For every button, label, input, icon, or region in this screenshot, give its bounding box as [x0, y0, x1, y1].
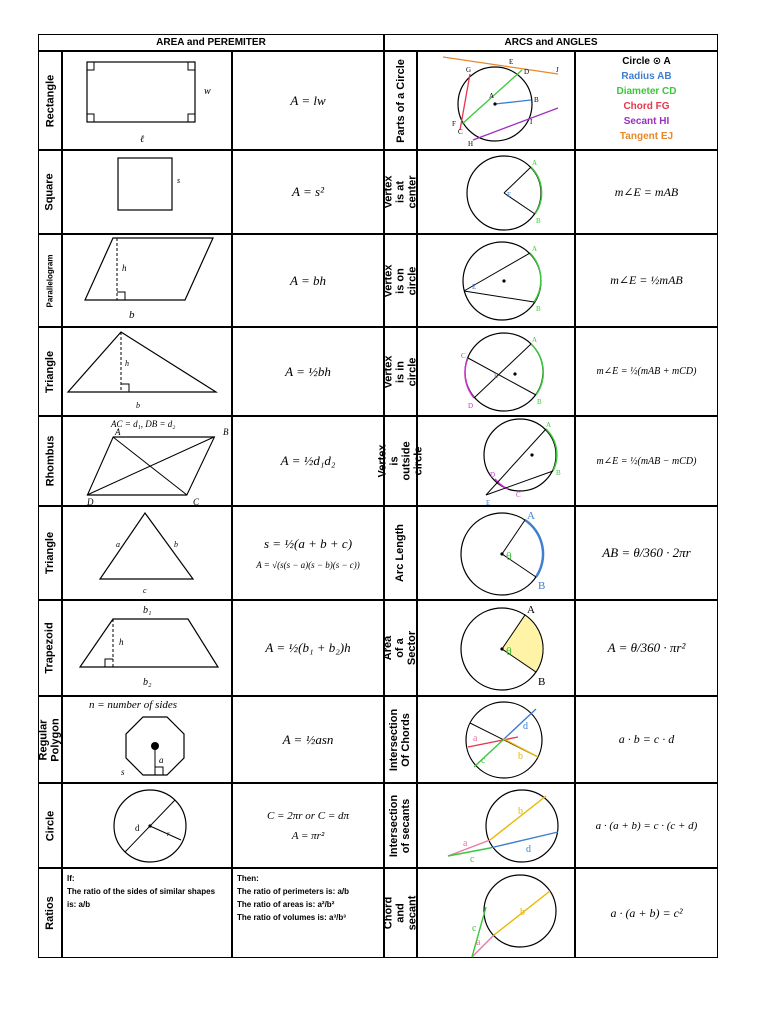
svg-text:D: D: [524, 68, 530, 76]
figure-trapezoid: [62, 600, 232, 696]
svg-text:c: c: [143, 586, 147, 595]
svg-text:d: d: [523, 721, 528, 732]
formula-rectangle: A = lw: [232, 51, 384, 150]
figure-secants: [417, 783, 575, 868]
svg-text:a: a: [116, 540, 120, 549]
figure-circle: [62, 783, 232, 868]
svg-text:c: c: [481, 755, 486, 766]
l-label: ℓ: [140, 134, 145, 145]
svg-text:B: B: [538, 580, 546, 592]
formula-arc-length: AB = θ/360 · 2πr: [575, 506, 718, 600]
label-rectangle: Rectangle: [38, 51, 62, 150]
figure-vertex-center: [417, 150, 575, 234]
formula-secants: a · (a + b) = c · (c + d): [575, 783, 718, 868]
formula-rhombus: A = ½d₁d₂: [232, 416, 384, 506]
w-label: w: [204, 86, 211, 97]
label-vertex-on: Vertex is on circle: [384, 234, 417, 327]
label-chords: Intersection Of Chords: [384, 696, 417, 783]
label-triangle-heron: Triangle: [38, 506, 62, 600]
svg-text:A: A: [546, 421, 552, 429]
label-parallelogram: Parallelogram: [38, 234, 62, 327]
svg-text:s: s: [121, 767, 125, 777]
figure-parallelogram: [62, 234, 232, 327]
svg-text:J: J: [556, 66, 559, 74]
svg-text:b: b: [129, 309, 135, 321]
svg-text:E: E: [507, 191, 512, 199]
svg-text:b: b: [136, 401, 140, 410]
svg-text:A: A: [532, 336, 538, 344]
formula-vertex-in: m∠E = ½(mAB + mCD): [575, 327, 718, 416]
svg-text:G: G: [466, 66, 472, 74]
svg-text:r: r: [167, 830, 170, 838]
svg-text:E: E: [509, 58, 514, 66]
svg-text:E: E: [486, 499, 491, 507]
svg-text:B: B: [223, 427, 229, 437]
svg-text:θ: θ: [506, 549, 512, 563]
svg-text:A: A: [527, 510, 535, 522]
formula-triangle: A = ½bh: [232, 327, 384, 416]
formula-vertex-on: m∠E = ½mAB: [575, 234, 718, 327]
svg-text:a: a: [159, 755, 164, 765]
label-rhombus: Rhombus: [38, 416, 62, 506]
svg-text:c: c: [472, 923, 477, 934]
svg-text:C: C: [458, 128, 463, 136]
svg-text:A: A: [532, 245, 538, 253]
figure-triangle: [62, 327, 232, 416]
svg-text:d: d: [526, 844, 531, 855]
svg-text:D: D: [87, 497, 94, 507]
svg-text:A: A: [115, 427, 121, 437]
label-vertex-in: Vertex is in circle: [384, 327, 417, 416]
label-ratios: Ratios: [38, 868, 62, 958]
svg-text:A: A: [489, 92, 495, 100]
svg-text:B: B: [534, 96, 539, 104]
svg-text:D: D: [468, 402, 474, 410]
label-parts-of-circle: Parts of a Circle: [384, 51, 417, 150]
svg-text:h: h: [119, 637, 124, 647]
figure-vertex-in: [417, 327, 575, 416]
svg-text:n = number of sides: n = number of sides: [89, 699, 178, 711]
svg-text:θ: θ: [506, 644, 512, 658]
svg-text:C: C: [193, 497, 200, 507]
label-regular-polygon: Regular Polygon: [38, 696, 62, 783]
svg-text:b₁: b₁: [143, 605, 152, 616]
label-arc-length: Arc Length: [384, 506, 417, 600]
svg-text:b: b: [518, 751, 523, 762]
figure-vertex-on: [417, 234, 575, 327]
formula-circle: C = 2πr or C = dπ A = πr²: [232, 783, 384, 868]
svg-text:c: c: [470, 854, 475, 865]
figure-chords: [417, 696, 575, 783]
ratios-if: If: The ratio of the sides of similar shapes is: a/b: [62, 868, 232, 958]
svg-text:C: C: [461, 352, 466, 360]
svg-text:A: A: [532, 159, 538, 167]
svg-text:s: s: [177, 176, 181, 185]
svg-text:B: B: [537, 398, 542, 406]
formula-chords: a · b = c · d: [575, 696, 718, 783]
svg-text:a: a: [473, 733, 478, 744]
svg-text:b₂: b₂: [143, 677, 152, 688]
left-header: AREA and PEREMITER: [38, 34, 384, 51]
formula-chord-secant: a · (a + b) = c²: [575, 868, 718, 958]
svg-text:A: A: [527, 604, 535, 616]
formula-regular-polygon: A = ½asn: [232, 696, 384, 783]
figure-rectangle: [62, 51, 232, 150]
svg-text:b: b: [520, 907, 525, 918]
svg-text:E: E: [472, 283, 477, 291]
formula-parallelogram: A = bh: [232, 234, 384, 327]
figure-vertex-outside: [417, 416, 575, 506]
figure-square: [62, 150, 232, 234]
ratios-then: Then: The ratio of perimeters is: a/b The ratio of areas is: a²/b² The ratio of volumes is: a³/b³: [232, 868, 384, 958]
svg-text:H: H: [468, 140, 474, 148]
svg-text:C: C: [516, 491, 521, 499]
svg-text:a: a: [463, 838, 468, 849]
figure-chord-secant: [417, 868, 575, 958]
svg-text:E: E: [494, 372, 499, 380]
label-sector: Area of a Sector: [384, 600, 417, 696]
figure-parts-of-circle: [417, 51, 575, 150]
legend-parts-of-circle: Circle ⊙ A Radius AB Diameter CD Chord FG Secant HI Tangent EJ: [575, 51, 718, 150]
label-vertex-outside: Vertex is outside circle: [384, 416, 417, 506]
formula-vertex-outside: m∠E = ½(mAB − mCD): [575, 416, 718, 506]
formula-vertex-center: m∠E = mAB: [575, 150, 718, 234]
right-header: ARCS and ANGLES: [384, 34, 718, 51]
figure-regular-polygon: [62, 696, 232, 783]
figure-sector: [417, 600, 575, 696]
svg-text:b: b: [174, 540, 178, 549]
svg-text:a: a: [476, 937, 481, 948]
svg-text:B: B: [556, 469, 561, 477]
svg-text:D: D: [490, 471, 496, 479]
svg-text:B: B: [536, 305, 541, 313]
svg-text:B: B: [538, 676, 546, 688]
svg-text:h: h: [122, 263, 127, 273]
label-chord-secant: Chord and secant: [384, 868, 417, 958]
label-circle: Circle: [38, 783, 62, 868]
svg-text:d: d: [135, 823, 140, 833]
figure-rhombus: [62, 416, 232, 506]
label-trapezoid: Trapezoid: [38, 600, 62, 696]
formula-sheet: [38, 34, 718, 958]
label-square: Square: [38, 150, 62, 234]
label-vertex-center: Vertex is at center: [384, 150, 417, 234]
formula-trapezoid: A = ½(b₁ + b₂)h: [232, 600, 384, 696]
label-secants: Intersection of secants: [384, 783, 417, 868]
formula-sector: A = θ/360 · πr²: [575, 600, 718, 696]
formula-square: A = s²: [232, 150, 384, 234]
figure-triangle-heron: [62, 506, 232, 600]
formula-triangle-heron: s = ½(a + b + c) A = √(s(s − a)(s − b)(s − c)): [232, 506, 384, 600]
svg-text:h: h: [125, 359, 129, 368]
svg-text:B: B: [536, 217, 541, 225]
svg-text:b: b: [518, 806, 523, 817]
svg-text:F: F: [452, 120, 456, 128]
svg-text:AC = d₁, DB = d₂: AC = d₁, DB = d₂: [111, 419, 176, 429]
svg-text:I: I: [530, 118, 533, 126]
label-triangle: Triangle: [38, 327, 62, 416]
figure-arc-length: [417, 506, 575, 600]
